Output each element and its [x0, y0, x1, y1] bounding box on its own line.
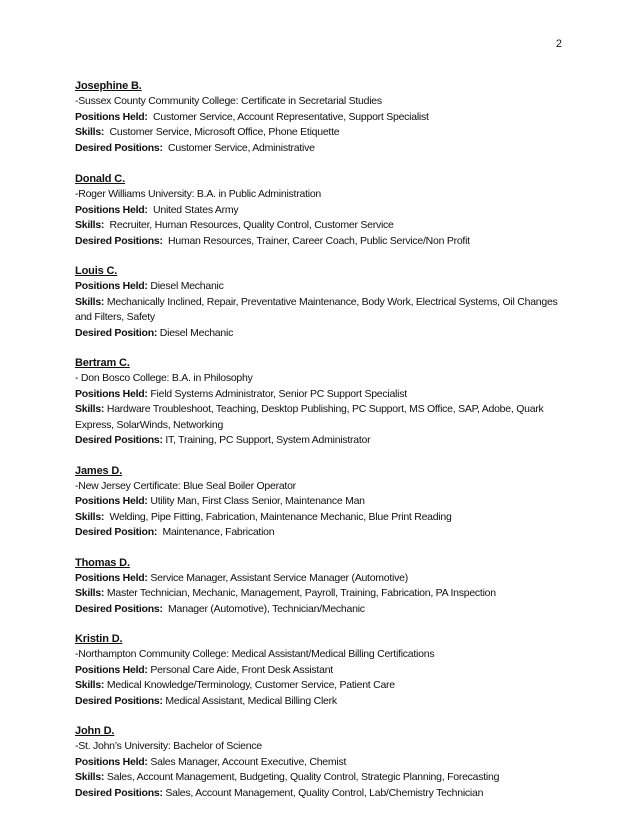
- positions-held-line: [75, 494, 563, 510]
- desired-positions-value: Manager (Automotive), Technician/Mechanic: [168, 602, 365, 615]
- education-line: [75, 647, 563, 663]
- positions-held-line: [75, 387, 563, 403]
- skills-line: [75, 295, 563, 326]
- desired-positions-label: Desired Positions:: [75, 786, 163, 799]
- skills-line: [75, 218, 563, 234]
- education-text: -New Jersey Certificate: Blue Seal Boiler Operator: [75, 479, 296, 492]
- education-line: [75, 739, 563, 755]
- positions-held-value: Field Systems Administrator, Senior PC Support Specialist: [150, 387, 407, 400]
- desired-positions-value: Customer Service, Administrative: [168, 141, 315, 154]
- positions-held-value: United States Army: [153, 203, 239, 216]
- candidate-name: Thomas D.: [75, 556, 130, 569]
- positions-held-value: Customer Service, Account Representative, Support Specialist: [153, 110, 429, 123]
- desired-positions-label: Desired Positions:: [75, 141, 163, 154]
- skills-line: [75, 770, 563, 786]
- positions-held-value: Diesel Mechanic: [150, 280, 224, 292]
- skills-label: Skills:: [75, 295, 105, 308]
- desired-positions-label: Desired Positions:: [75, 694, 163, 707]
- candidate-name: Kristin D.: [75, 633, 123, 645]
- positions-held-label: Positions Held:: [75, 110, 148, 123]
- positions-held-label: Positions Held:: [75, 495, 148, 507]
- positions-held-label: Positions Held:: [75, 571, 148, 584]
- desired-positions-label: Desired Position:: [75, 326, 158, 339]
- skills-value: Hardware Troubleshoot, Teaching, Desktop Publishing, PC Support, MS Office, SAP, Adobe, Quark Express, SolarWinds, Networking: [75, 403, 544, 431]
- candidate-entry: [75, 724, 563, 801]
- desired-positions-value: Sales, Account Management, Quality Control, Lab/Chemistry Technician: [165, 786, 484, 799]
- candidate-list: [75, 79, 563, 816]
- desired-positions-line: [75, 234, 563, 250]
- skills-label: Skills:: [75, 403, 105, 415]
- desired-positions-label: Desired Positions:: [75, 434, 163, 446]
- skills-value: Recruiter, Human Resources, Quality Control, Customer Service: [109, 219, 394, 231]
- desired-positions-value: Maintenance, Fabrication: [162, 526, 275, 538]
- skills-line: [75, 402, 563, 433]
- positions-held-value: Service Manager, Assistant Service Manager (Automotive): [150, 571, 408, 584]
- skills-value: Mechanically Inclined, Repair, Preventative Maintenance, Body Work, Electrical Systems, Oil Changes and Filters, Safety: [75, 295, 558, 323]
- education-text: -Roger Williams University: B.A. in Public Administration: [75, 188, 321, 200]
- desired-positions-label: Desired Position:: [75, 526, 158, 538]
- desired-positions-label: Desired Positions:: [75, 602, 163, 615]
- candidate-entry: [75, 356, 563, 449]
- positions-held-line: [75, 755, 563, 771]
- positions-held-label: Positions Held:: [75, 203, 148, 216]
- desired-positions-label: Desired Positions:: [75, 234, 163, 247]
- positions-held-label: Positions Held:: [75, 663, 148, 676]
- skills-line: [75, 586, 563, 602]
- desired-positions-value: Human Resources, Trainer, Career Coach, Public Service/Non Profit: [168, 234, 470, 247]
- desired-positions-value: Medical Assistant, Medical Billing Clerk: [165, 694, 337, 707]
- skills-line: [75, 510, 563, 526]
- education-text: -Sussex County Community College: Certificate in Secretarial Studies: [75, 95, 382, 107]
- candidate-entry: [75, 556, 563, 618]
- skills-label: Skills:: [75, 587, 105, 599]
- skills-line: [75, 125, 563, 141]
- positions-held-line: [75, 279, 563, 295]
- skills-line: [75, 678, 563, 694]
- page-number: 2: [555, 38, 562, 50]
- desired-positions-line: [75, 602, 563, 618]
- positions-held-label: Positions Held:: [75, 755, 148, 768]
- skills-value: Sales, Account Management, Budgeting, Quality Control, Strategic Planning, Forecasting: [106, 771, 500, 783]
- desired-positions-value: IT, Training, PC Support, System Administrator: [165, 434, 371, 446]
- skills-value: Medical Knowledge/Terminology, Customer Service, Patient Care: [106, 679, 395, 691]
- skills-value: Master Technician, Mechanic, Management, Payroll, Training, Fabrication, PA Inspection: [106, 587, 496, 599]
- candidate-name: James D.: [75, 464, 123, 477]
- positions-held-line: [75, 663, 563, 679]
- candidate-name: John D.: [75, 725, 115, 737]
- positions-held-value: Utility Man, First Class Senior, Maintenance Man: [150, 495, 365, 507]
- positions-held-line: [75, 110, 563, 126]
- desired-positions-line: [75, 433, 563, 449]
- education-line: [75, 371, 563, 387]
- positions-held-label: Positions Held:: [75, 387, 148, 400]
- skills-value: Customer Service, Microsoft Office, Phone Etiquette: [109, 126, 340, 138]
- candidate-entry: [75, 172, 563, 249]
- skills-label: Skills:: [75, 771, 105, 783]
- candidate-entry: [75, 632, 563, 709]
- positions-held-line: [75, 571, 563, 587]
- candidate-name: Louis C.: [75, 265, 118, 277]
- desired-positions-line: [75, 141, 563, 157]
- candidate-entry: [75, 79, 563, 156]
- desired-positions-line: [75, 786, 563, 802]
- education-text: -Northampton Community College: Medical Assistant/Medical Billing Certifications: [75, 648, 435, 660]
- candidate-name: Josephine B.: [75, 80, 142, 92]
- skills-label: Skills:: [75, 219, 105, 231]
- desired-positions-value: Diesel Mechanic: [159, 326, 234, 339]
- positions-held-line: [75, 203, 563, 219]
- desired-positions-line: [75, 525, 563, 541]
- candidate-entry: [75, 464, 563, 541]
- positions-held-label: Positions Held:: [75, 280, 148, 292]
- candidate-entry: [75, 264, 563, 341]
- education-text: -St. John’s University: Bachelor of Science: [75, 740, 262, 752]
- education-line: [75, 94, 563, 110]
- desired-positions-line: [75, 694, 563, 710]
- skills-label: Skills:: [75, 126, 105, 138]
- skills-label: Skills:: [75, 510, 105, 523]
- desired-positions-line: [75, 326, 563, 342]
- candidate-name: Donald C.: [75, 173, 125, 185]
- positions-held-value: Sales Manager, Account Executive, Chemist: [150, 755, 347, 768]
- education-line: [75, 479, 563, 495]
- education-line: [75, 187, 563, 203]
- skills-label: Skills:: [75, 679, 105, 691]
- positions-held-value: Personal Care Aide, Front Desk Assistant: [150, 663, 333, 676]
- skills-value: Welding, Pipe Fitting, Fabrication, Maintenance Mechanic, Blue Print Reading: [109, 510, 452, 523]
- education-text: - Don Bosco College: B.A. in Philosophy: [75, 372, 253, 384]
- candidate-name: Bertram C.: [75, 357, 130, 369]
